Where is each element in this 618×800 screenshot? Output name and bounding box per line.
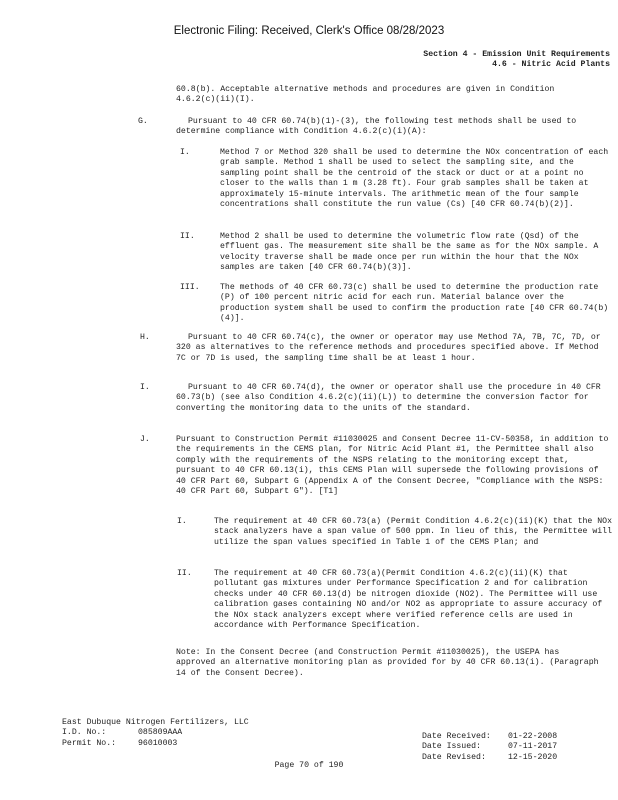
footer-permit-info — [62, 718, 249, 749]
item-g-label: G. — [138, 117, 148, 126]
item-g-sub1-label: I. — [180, 148, 190, 157]
item-j-sub1-text: The requirement at 40 CFR 60.73(a) (Permit Condition 4.6.2(c)(ii)(K) that the NOx stack analyzers have a span value of 500 ppm. In lieu of this, the Permittee will utilize the span values specified in Table 1 of the CEMS Plan; and — [214, 517, 612, 547]
item-h-label: H. — [140, 333, 150, 342]
footer-received-value: 01-22-2008 — [508, 732, 558, 741]
item-j-label: J. — [140, 435, 150, 444]
item-i-text: Pursuant to 40 CFR 60.74(d), the owner or operator shall use the procedure in 40 CFR 60.73(b) (see also Condition 4.6.2(c)(ii)(L)) to determine the conversion factor for converting the monitoring data to the units of the standard. — [176, 383, 601, 413]
footer-dates — [422, 732, 557, 763]
item-g-sub1-text: Method 7 or Method 320 shall be used to determine the NOx concentration of each grab sample. Method 1 shall be used to select the sampling site, and the sampling point shall be the centroid of the stack or duct or at a point no closer to the walls than 1 m (3.28 ft). Four grab samples shall be taken at approximately 15-minute intervals. The arithmetic mean of the four sample concentrations shall constitute the run value (Cs) [40 CFR 60.74(b)(2)]. — [220, 148, 609, 210]
footer-id-value: 085809AAA — [138, 728, 183, 738]
footer-received-row — [422, 732, 557, 742]
footer-revised-label: Date Revised: — [422, 752, 486, 762]
item-j-sub2-text: The requirement at 40 CFR 60.73(a)(Permit Condition 4.6.2(c)(ii)(K) that pollutant gas mixtures under Performance Specification 2 and for calibration checks under 40 CFR 60.13(d) be nitrogen dioxide (NO2). The Permittee will use calibration gases containing NO and/or NO2 as appropriate to assure accuracy of the NOx stack analyzers except where verified reference cells are used in accordance with Performance Specification. — [214, 569, 603, 631]
footer-issued-label: Date Issued: — [422, 742, 481, 752]
electronic-filing-stamp: Electronic Filing: Received, Clerk's Office 08/28/2023 — [173, 25, 445, 37]
footer-permit-row — [62, 739, 249, 749]
item-j-sub2-label: II. — [177, 569, 192, 578]
footer-id-label: I.D. No.: — [62, 728, 107, 738]
page-number: Page 70 of 190 — [274, 761, 344, 770]
section-header-line2: 4.6 - Nitric Acid Plants — [492, 60, 610, 70]
intro-paragraph: 60.8(b). Acceptable alternative methods and procedures are given in Condition 4.6.2(c)(ii)(I). — [176, 85, 555, 105]
footer-received-label: Date Received: — [422, 732, 491, 741]
footer-permit-label: Permit No.: — [62, 738, 117, 748]
item-g-sub3-text: The methods of 40 CFR 60.73(c) shall be used to determine the production rate (P) of 100 percent nitric acid for each run. Material balance over the production system shall be used to confirm the production rate [40 CFR 60.74(b)(4)]. — [220, 283, 609, 324]
item-g-sub3-label: III. — [180, 283, 200, 292]
consent-decree-note: Note: In the Consent Decree (and Construction Permit #11030025), the USEPA has approved an alternative monitoring plan as provided for by 40 CFR 60.13(i). (Paragraph 14 of the Consent Decree). — [176, 648, 599, 678]
item-j-sub1-label: I. — [177, 517, 187, 526]
item-g-sub2-text: Method 2 shall be used to determine the volumetric flow rate (Qsd) of the effluent gas. The measurement site shall be the same as for the NOx sample. A velocity traverse shall be made once per run within the hour that the NOx samples are taken [40 CFR 60.74(b)(3)]. — [220, 232, 599, 273]
item-h-text: Pursuant to 40 CFR 60.74(c), the owner or operator may use Method 7A, 7B, 7C, 7D, or 320 as alternatives to the reference methods and procedures specified above. If Method 7C or 7D is used, the sampling time shall be at least 1 hour. — [176, 333, 601, 363]
section-header — [423, 50, 610, 71]
item-i-label: I. — [140, 383, 150, 392]
footer-revised-value: 12-15-2020 — [508, 752, 558, 762]
footer-id-row — [62, 728, 249, 738]
section-header-line1: Section 4 - Emission Unit Requirements — [423, 50, 610, 59]
item-g-text: Pursuant to 40 CFR 60.74(b)(1)-(3), the following test methods shall be used to determine compliance with Condition 4.6.2(c)(i)(A): — [176, 117, 577, 137]
item-j-text: Pursuant to Construction Permit #11030025 and Consent Decree 11-CV-50358, in addition to the requirements in the CEMS plan, for Nitric Acid Plant #1, the Permittee shall also comply with the requirements of the NSPS relating to the monitoring except that, pursuant to 40 CFR 60.13(i), this CEMS Plan will supersede the following provisions of 40 CFR Part 60, Subpart G (Appendix A of the Consent Decree, "Compliance with the NSPS: 40 CFR Part 60, Subpart G"). [T1] — [176, 435, 609, 497]
footer-company: East Dubuque Nitrogen Fertilizers, LLC — [62, 718, 249, 727]
footer-issued-value: 07-11-2017 — [508, 742, 558, 752]
footer-permit-value: 96010003 — [138, 738, 178, 748]
footer-issued-row — [422, 742, 557, 752]
item-g-sub2-label: II. — [180, 232, 195, 241]
